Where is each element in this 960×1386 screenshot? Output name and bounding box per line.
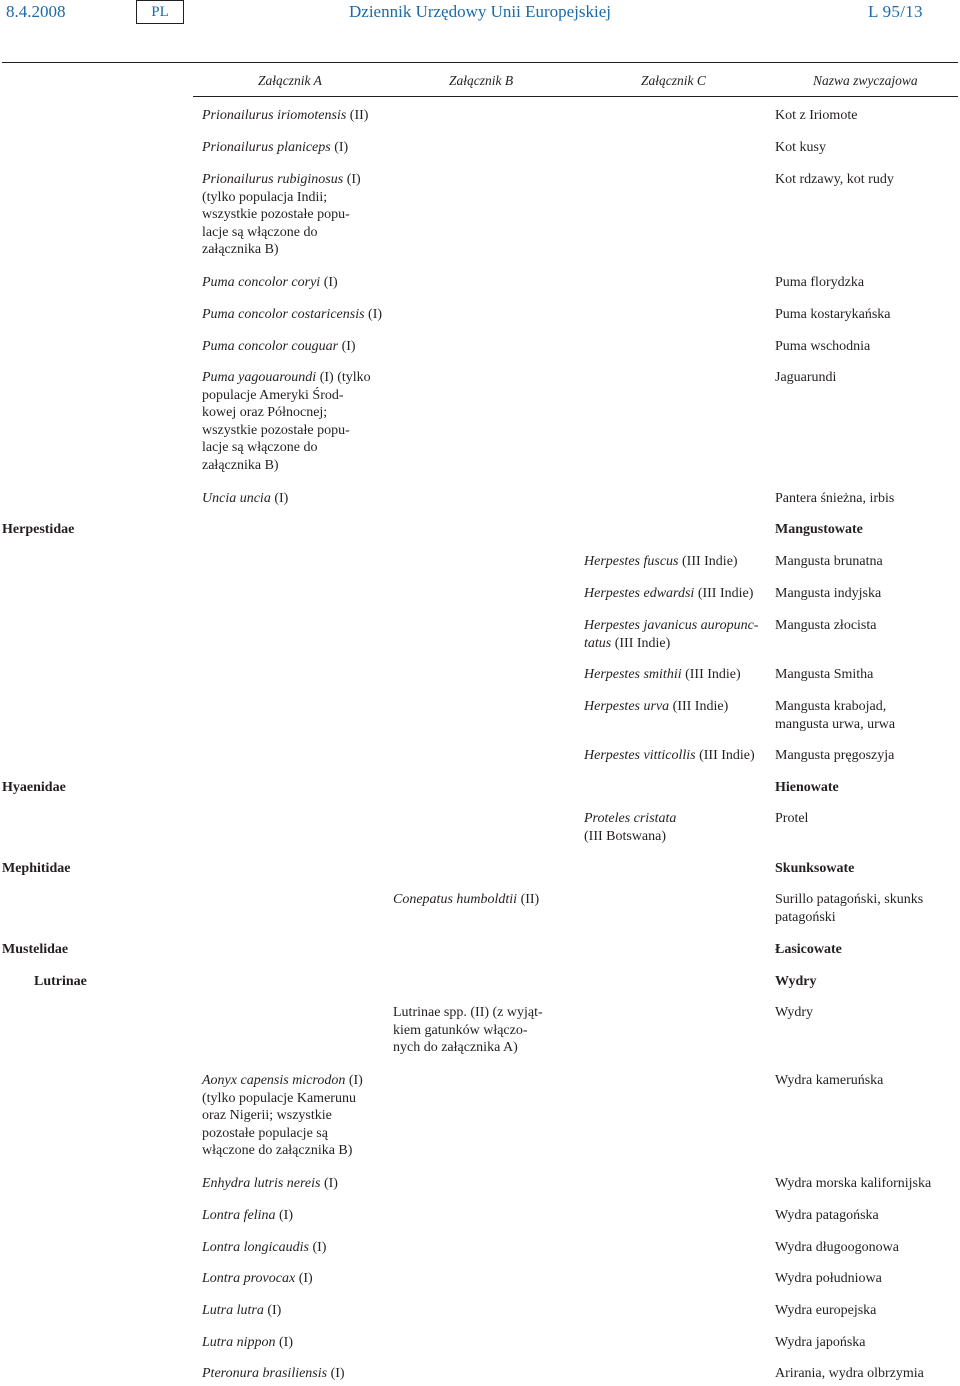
species-line (202, 369, 384, 387)
common-name-line: Mangusta brunatna (775, 554, 883, 569)
common-name (775, 666, 960, 684)
annex-a-entry (202, 139, 384, 157)
journal-title: Dziennik Urzędowy Unii Europejskiej (349, 2, 612, 21)
annex-b-entry (393, 891, 571, 909)
common-name-line: Wydry (775, 974, 817, 989)
listing-note: lacje są włączone do (202, 440, 318, 455)
common-name-line: Mangusta krabojad, (775, 699, 887, 714)
common-name-line: Wydra długoogonowa (775, 1240, 899, 1255)
listing-note: (I) (338, 339, 356, 354)
listing-note: (I) (308, 1240, 327, 1255)
species-line (202, 171, 384, 189)
scientific-name: Conepatus humboldtii (393, 892, 518, 907)
species-line (393, 891, 571, 909)
species-line (202, 1365, 384, 1383)
listing-note: (I) (295, 1271, 313, 1286)
species-line (584, 810, 764, 828)
group-common-name (775, 779, 960, 797)
common-name-line: Surillo patagoński, skunks (775, 892, 924, 907)
common-name (775, 1334, 960, 1352)
species-line (393, 1022, 571, 1040)
species-line (202, 1334, 384, 1352)
common-name-line: Kot kusy (775, 140, 826, 155)
listing-note: (tylko populacja Indii; (202, 189, 328, 205)
common-name-line: Kot rdzawy, kot rudy (775, 172, 894, 187)
family-name: Mustelidae (2, 942, 69, 957)
column-header-annex-c: Załącznik C (641, 73, 706, 88)
common-name (775, 369, 960, 387)
annex-c-entry (584, 553, 764, 571)
listing-note: (I) (tylko (316, 370, 371, 385)
species-line (202, 206, 384, 224)
common-name-line: Wydra południowa (775, 1271, 882, 1286)
species-line (202, 1125, 384, 1143)
common-name-line: Mangusta złocista (775, 618, 877, 633)
scientific-name: Aonyx capensis microdon (202, 1073, 346, 1088)
annex-a-entry (202, 1365, 384, 1383)
annex-c-entry (584, 585, 764, 603)
listing-note: (I) (275, 1335, 294, 1350)
common-name-line: Puma kostarykańska (775, 307, 891, 322)
listing-note: (III Indie) (681, 667, 741, 682)
common-name (775, 1004, 960, 1022)
species-line (584, 698, 764, 716)
scientific-name: Herpestes urva (584, 699, 670, 714)
language-badge: PL (136, 0, 184, 24)
listing-note: (I) (364, 307, 383, 322)
common-name-line: Łasicowate (775, 942, 842, 957)
common-name (775, 107, 960, 125)
scientific-name: Lontra provocax (202, 1271, 296, 1286)
scientific-name: Pteronura brasiliensis (202, 1366, 328, 1381)
annex-c-entry (584, 666, 764, 684)
scientific-name: Puma concolor couguar (202, 339, 339, 354)
annex-a-entry (202, 171, 384, 259)
common-name (775, 1175, 960, 1193)
listing-note: (III Botswana) (584, 828, 667, 844)
species-line (202, 189, 384, 207)
common-name (775, 617, 960, 635)
common-name-line: Jaguarundi (775, 370, 837, 385)
group-common-name (775, 973, 960, 991)
species-line (393, 1004, 571, 1022)
page-number: L 95/13 (868, 2, 923, 21)
common-name (775, 139, 960, 157)
listing-note: załącznika B) (202, 242, 279, 257)
annex-a-entry (202, 1239, 384, 1257)
common-name (775, 1302, 960, 1320)
listing-note: (I) (343, 172, 361, 187)
scientific-name: Herpestes fuscus (584, 554, 679, 569)
listing-note: włączone do załącznika B) (202, 1143, 353, 1158)
annex-c-entry (584, 698, 764, 716)
listing-note: (II) (346, 108, 369, 123)
publication-date: 8.4.2008 (6, 2, 66, 21)
listing-note: (I) (263, 1303, 282, 1318)
common-name-line: mangusta urwa, urwa (775, 716, 896, 732)
annex-a-entry (202, 369, 384, 474)
common-name-line: Puma wschodnia (775, 339, 871, 354)
scientific-name: Lontra felina (202, 1208, 276, 1223)
listing-note: nych do załącznika A) (393, 1040, 518, 1055)
common-name (775, 585, 960, 603)
scientific-name: Lontra longicaudis (202, 1240, 309, 1255)
group-common-name (775, 941, 960, 959)
listing-note: kiem gatunków włączo- (393, 1022, 528, 1038)
species-line (202, 1090, 384, 1108)
common-name-line: Puma florydzka (775, 275, 865, 290)
common-name (775, 1207, 960, 1225)
common-name-line: Kot z Iriomote (775, 108, 858, 123)
annex-a-entry (202, 1302, 384, 1320)
annex-a-entry (202, 274, 384, 292)
listing-note: (I) (320, 275, 338, 290)
listing-note: (III Indie) (611, 635, 671, 651)
scientific-name: Herpestes vitticollis (584, 748, 696, 763)
scientific-name: Puma concolor costaricensis (202, 307, 365, 322)
common-name (775, 306, 960, 324)
annex-c-entry (584, 617, 764, 652)
scientific-name: Herpestes edwardsi (584, 586, 695, 601)
species-line (202, 1207, 384, 1225)
species-line (202, 306, 384, 324)
common-name-line: Wydra japońska (775, 1335, 866, 1350)
common-name-line: Mangusta Smitha (775, 667, 874, 682)
common-name-line: Protel (775, 811, 809, 826)
species-line (202, 1142, 384, 1160)
annex-a-entry (202, 490, 384, 508)
annex-c-entry (584, 747, 764, 765)
common-name-line: Wydra europejska (775, 1303, 877, 1318)
annex-a-entry (202, 1334, 384, 1352)
scientific-name: Puma concolor coryi (202, 275, 321, 290)
group-common-name (775, 860, 960, 878)
common-name-line: Mangusta pręgoszyja (775, 748, 895, 763)
species-line (202, 241, 384, 259)
species-line (202, 139, 384, 157)
common-name-line: Skunksowate (775, 861, 855, 876)
listing-note: pozostałe populacje są (202, 1125, 328, 1141)
common-name-line: Mangustowate (775, 522, 863, 537)
species-line (202, 1175, 384, 1193)
scientific-name: Prionailurus iriomotensis (202, 108, 347, 123)
scientific-name: Herpestes smithii (584, 667, 682, 682)
species-line (584, 585, 764, 603)
species-line (584, 747, 764, 765)
listing-note: (III Indie) (695, 748, 755, 763)
page-header (0, 0, 960, 34)
scientific-name: Uncia uncia (202, 491, 271, 506)
table-top-rule (2, 62, 958, 63)
listing-note: (I) (330, 140, 349, 155)
annex-a-entry (202, 1072, 384, 1160)
listing-note: (III Indie) (678, 554, 738, 569)
family-name: Mephitidae (2, 861, 71, 876)
species-line (202, 107, 384, 125)
species-line (202, 1239, 384, 1257)
listing-note: lacje są włączone do (202, 224, 318, 240)
common-name (775, 810, 960, 828)
listing-note: (I) (320, 1176, 338, 1191)
scientific-name: tatus (584, 635, 612, 651)
species-line (202, 224, 384, 242)
scientific-name: Lutra nippon (202, 1335, 276, 1350)
common-name (775, 891, 960, 926)
listing-note: (III Indie) (669, 699, 729, 714)
species-line (202, 338, 384, 356)
column-header-common-name: Nazwa zwyczajowa (813, 73, 918, 88)
listing-note: (tylko populacje Kamerunu (202, 1090, 356, 1106)
common-name (775, 274, 960, 292)
common-name-line: Hienowate (775, 780, 839, 795)
listing-note: populacje Ameryki Środ- (202, 387, 344, 403)
species-line (202, 457, 384, 475)
species-line (584, 553, 764, 571)
listing-note: załącznika B) (202, 457, 279, 473)
annex-a-entry (202, 107, 384, 125)
common-name (775, 553, 960, 571)
column-header-annex-b: Załącznik B (449, 73, 514, 88)
subfamily-name: Lutrinae (34, 974, 87, 989)
listing-note: (I) (327, 1366, 345, 1381)
common-name (775, 1239, 960, 1257)
common-name (775, 171, 960, 189)
species-line (584, 635, 764, 653)
species-line (202, 1072, 384, 1090)
species-line (202, 490, 384, 508)
common-name-line: Wydra kameruńska (775, 1073, 884, 1088)
column-header-rule (193, 96, 958, 97)
scientific-name: Puma yagouaroundi (202, 370, 317, 385)
species-line (202, 439, 384, 457)
listing-note: (III Indie) (694, 586, 754, 601)
scientific-name: Prionailurus planiceps (202, 140, 331, 155)
species-line (584, 666, 764, 684)
common-name (775, 490, 960, 508)
annex-b-entry (393, 1004, 571, 1057)
common-name-line: Mangusta indyjska (775, 586, 882, 601)
species-line (393, 1039, 571, 1057)
annex-a-entry (202, 338, 384, 356)
common-name-line: Wydra patagońska (775, 1208, 879, 1223)
common-name-line: Wydra morska kalifornijska (775, 1176, 932, 1191)
listing-note: (I) (270, 491, 289, 506)
species-line (584, 617, 764, 635)
species-line (584, 828, 764, 846)
scientific-name: Herpestes javanicus auropunc- (584, 618, 759, 633)
annex-a-entry (202, 1207, 384, 1225)
listing-note: (II) (517, 892, 540, 907)
common-name-line: Arirania, wydra olbrzymia (775, 1366, 924, 1381)
common-name-line: Pantera śnieżna, irbis (775, 491, 895, 506)
species-line (202, 1107, 384, 1125)
species-line (202, 1302, 384, 1320)
common-name-line: Wydry (775, 1005, 814, 1020)
annex-a-entry (202, 306, 384, 324)
common-name (775, 698, 960, 733)
common-name-line: patagoński (775, 909, 836, 925)
scientific-name: Proteles cristata (584, 811, 677, 826)
common-name (775, 747, 960, 765)
common-name (775, 338, 960, 356)
listing-note: wszystkie pozostałe popu- (202, 207, 350, 222)
species-line (202, 404, 384, 422)
listing-note: (I) (345, 1073, 363, 1088)
scientific-name: Prionailurus rubiginosus (202, 172, 344, 187)
listing-note: Lutrinae spp. (II) (z wyjąt- (393, 1005, 543, 1020)
listing-note: (I) (275, 1208, 294, 1223)
common-name (775, 1072, 960, 1090)
family-name: Hyaenidae (2, 780, 66, 795)
species-line (202, 422, 384, 440)
column-header-annex-a: Załącznik A (258, 73, 322, 88)
listing-note: kowej oraz Północnej; (202, 405, 328, 420)
annex-c-entry (584, 810, 764, 845)
species-line (202, 1270, 384, 1288)
scientific-name: Lutra lutra (202, 1303, 264, 1318)
group-common-name (775, 521, 960, 539)
common-name (775, 1365, 960, 1383)
annex-a-entry (202, 1270, 384, 1288)
listing-note: wszystkie pozostałe popu- (202, 422, 350, 438)
listing-note: oraz Nigerii; wszystkie (202, 1108, 332, 1123)
species-line (202, 274, 384, 292)
species-line (202, 387, 384, 405)
annex-a-entry (202, 1175, 384, 1193)
common-name (775, 1270, 960, 1288)
family-name: Herpestidae (2, 522, 75, 537)
scientific-name: Enhydra lutris nereis (202, 1176, 321, 1191)
